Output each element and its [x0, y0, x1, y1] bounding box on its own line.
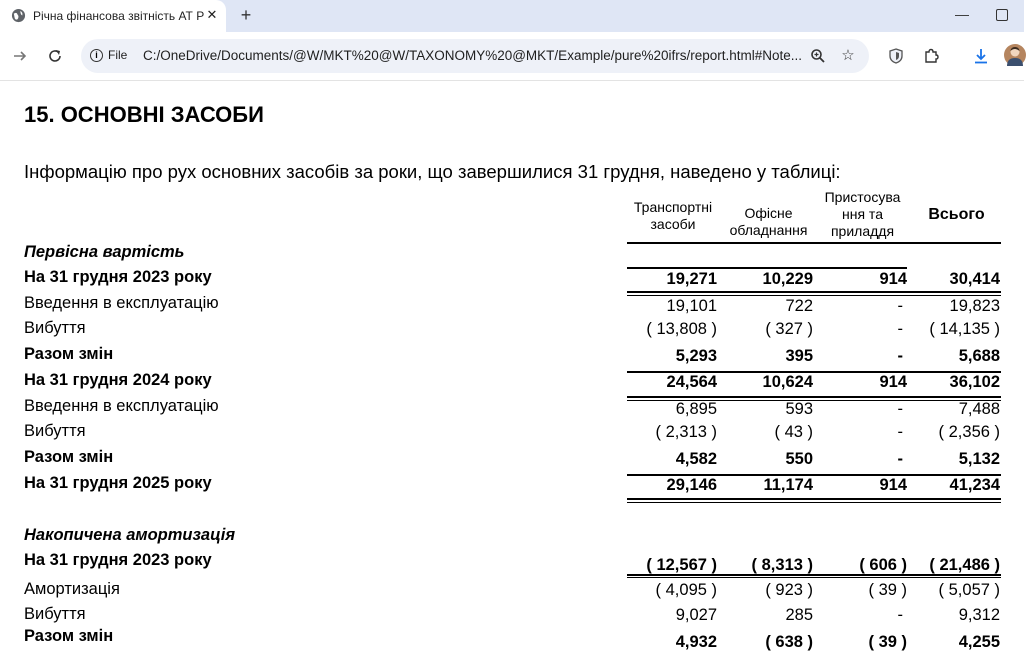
- table-cell: 19,823: [949, 297, 1000, 315]
- forward-arrow-icon[interactable]: [8, 44, 32, 68]
- column-header: [722, 205, 815, 239]
- table-cell: 41,234: [949, 476, 1000, 494]
- table-cell: ( 4,095 ): [655, 581, 717, 599]
- table-rule: [627, 295, 1001, 296]
- table-rule: [627, 502, 1001, 503]
- table-cell: ( 13,808 ): [646, 320, 717, 338]
- table-cell: 10,624: [762, 373, 813, 391]
- table-cell: 10,229: [762, 270, 813, 288]
- table-cell: ( 39 ): [868, 581, 907, 599]
- column-header: [911, 206, 1002, 223]
- column-header-line: засоби: [650, 216, 696, 232]
- table-cell: 9,027: [675, 606, 717, 624]
- table-cell: 36,102: [949, 373, 1000, 391]
- table-cell: -: [897, 606, 903, 624]
- extensions-puzzle-icon[interactable]: [919, 44, 943, 68]
- row-label: Разом змін: [24, 627, 114, 645]
- table-cell: 722: [785, 297, 813, 315]
- column-header-line: обладнання: [729, 222, 808, 238]
- table-rule: [627, 498, 1001, 500]
- column-header-line: Транспортні: [633, 199, 713, 215]
- table-cell: ( 14,135 ): [929, 320, 1000, 338]
- table-cell: 285: [785, 606, 813, 624]
- row-label: На 31 грудня 2025 року: [24, 474, 212, 492]
- row-label: Амортизація: [24, 580, 120, 598]
- table-cell: 7,488: [958, 400, 1000, 418]
- report-page: [0, 81, 1024, 651]
- table-rule: [627, 371, 1001, 373]
- minimize-window-icon[interactable]: —: [955, 6, 969, 22]
- table-rule: [627, 291, 1001, 293]
- table-cell: 4,255: [958, 633, 1000, 651]
- column-header-line: Всього: [928, 206, 985, 223]
- table-cell: ( 5,057 ): [938, 581, 1000, 599]
- table-cell: 5,688: [958, 347, 1000, 365]
- tab-title: Річна фінансова звітність АТ Р: [33, 9, 205, 23]
- table-cell: 11,174: [763, 476, 813, 494]
- reload-icon[interactable]: [43, 44, 67, 68]
- table-cell: 5,132: [958, 450, 1000, 468]
- url-text[interactable]: C:/OneDrive/Documents/@W/MKT%20@W/TAXONOMY%20@MKT/Example/pure%20ifrs/report.html#Note...: [143, 48, 803, 63]
- new-tab-button[interactable]: +: [240, 5, 252, 25]
- table-cell: 914: [879, 270, 907, 288]
- table-cell: -: [897, 423, 903, 441]
- column-header-line: приладдя: [830, 223, 895, 239]
- table-cell: ( 21,486 ): [929, 556, 1000, 574]
- table-cell: -: [897, 400, 903, 418]
- maximize-window-icon[interactable]: [996, 9, 1008, 21]
- note-title: 15. ОСНОВНІ ЗАСОБИ: [24, 102, 264, 127]
- table-cell: ( 327 ): [765, 320, 813, 338]
- table-cell: 19,101: [666, 297, 717, 315]
- table-cell: 6,895: [675, 400, 717, 418]
- zoom-icon[interactable]: [808, 46, 828, 66]
- tab-strip: [0, 0, 1024, 32]
- table-cell: ( 638 ): [765, 633, 813, 651]
- tab-close-icon[interactable]: ✕: [206, 7, 218, 22]
- row-label: Вибуття: [24, 422, 86, 440]
- table-cell: ( 606 ): [859, 556, 907, 574]
- table-cell: ( 43 ): [774, 423, 813, 441]
- table-cell: ( 923 ): [765, 581, 813, 599]
- table-cell: -: [897, 297, 903, 315]
- row-label: Введення в експлуатацію: [24, 397, 219, 415]
- table-cell: 914: [879, 476, 907, 494]
- table-cell: 914: [879, 373, 907, 391]
- table-rule: [627, 574, 1001, 576]
- section-heading: Первісна вартість: [24, 243, 185, 261]
- table-cell: 19,271: [666, 270, 717, 288]
- row-label: На 31 грудня 2023 року: [24, 551, 212, 569]
- table-cell: 395: [785, 347, 813, 365]
- table-rule: [627, 242, 1001, 244]
- table-cell: 29,146: [666, 476, 717, 494]
- table-cell: ( 8,313 ): [751, 556, 813, 574]
- table-rule: [627, 577, 1001, 578]
- table-rule: [627, 396, 1001, 398]
- shield-icon[interactable]: [884, 44, 908, 68]
- column-header-line: Пристосува: [824, 189, 901, 205]
- note-intro: Інформацію про рух основних засобів за роки, що завершилися 31 грудня, наведено у таблиці:: [24, 161, 841, 182]
- table-cell: 4,932: [675, 633, 717, 651]
- table-rule: [627, 267, 907, 269]
- row-label: На 31 грудня 2024 року: [24, 371, 212, 389]
- bookmark-star-icon[interactable]: ☆: [841, 47, 855, 64]
- table-cell: 4,582: [675, 450, 717, 468]
- table-cell: ( 39 ): [868, 633, 907, 651]
- table-rule: [627, 400, 1001, 401]
- table-cell: -: [897, 320, 903, 338]
- info-icon: i: [90, 49, 103, 62]
- row-label: Введення в експлуатацію: [24, 294, 219, 312]
- column-header: [627, 199, 719, 233]
- column-header-line: ння та: [842, 206, 883, 222]
- table-cell: ( 12,567 ): [646, 556, 717, 574]
- table-cell: -: [897, 450, 903, 468]
- table-cell: 5,293: [675, 347, 717, 365]
- browser-toolbar: [0, 32, 1024, 81]
- table-cell: 593: [785, 400, 813, 418]
- table-cell: 9,312: [958, 606, 1000, 624]
- row-label: Вибуття: [24, 319, 86, 337]
- row-label: Разом змін: [24, 345, 114, 363]
- table-cell: ( 2,313 ): [655, 423, 717, 441]
- column-header-line: Офісне: [744, 205, 793, 221]
- browser-tab[interactable]: [0, 0, 226, 32]
- site-info-label: File: [108, 48, 128, 62]
- table-rule: [627, 474, 1001, 476]
- row-label: Вибуття: [24, 605, 86, 623]
- table-cell: 550: [785, 450, 813, 468]
- download-icon[interactable]: [969, 44, 993, 68]
- address-bar[interactable]: [81, 39, 869, 73]
- table-cell: 30,414: [949, 270, 1000, 288]
- profile-avatar[interactable]: [1004, 44, 1026, 66]
- table-cell: ( 2,356 ): [938, 423, 1000, 441]
- row-label: На 31 грудня 2023 року: [24, 268, 212, 286]
- column-header: [816, 189, 909, 240]
- table-cell: -: [897, 347, 903, 365]
- row-label: Разом змін: [24, 448, 114, 466]
- globe-icon: [11, 8, 26, 23]
- section-heading: Накопичена амортизація: [24, 526, 236, 544]
- table-cell: 24,564: [666, 373, 717, 391]
